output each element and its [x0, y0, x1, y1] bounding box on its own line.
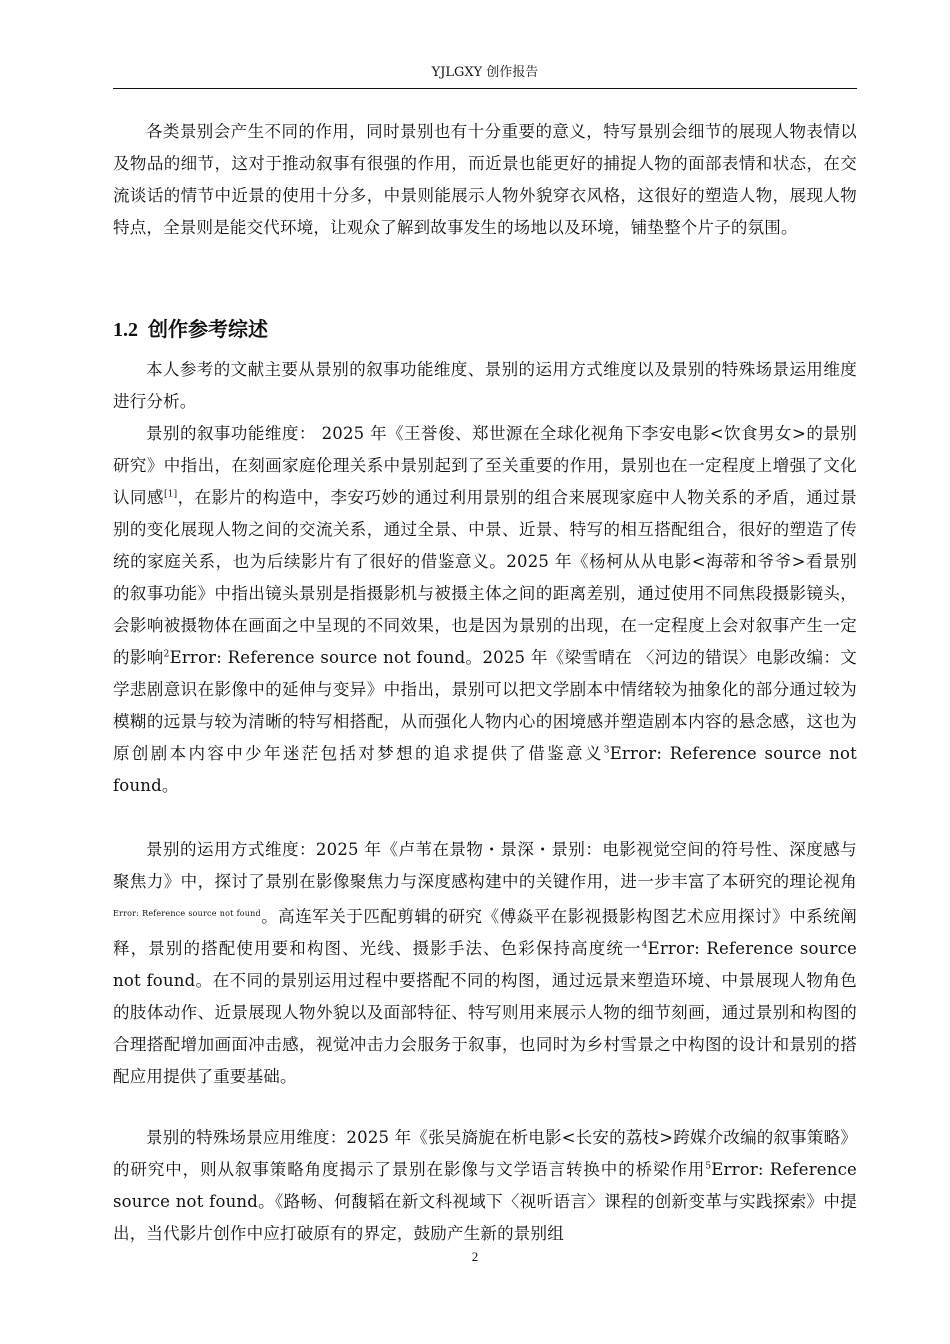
- text-run: 景别的叙事功能维度： 2025 年《王誉俊、郑世源在全球化视角下李安电影<饮食男女>的景别研究》中指出，在刻画家庭伦理关系中景别起到了至关重要的作用，景别也在一定程度上增强了文化认同感: [113, 424, 857, 507]
- section-number: 1.2: [113, 319, 138, 341]
- section-title: 创作参考综述: [148, 317, 268, 341]
- text-run: Error: Reference source not found。: [113, 744, 858, 795]
- section-heading: [113, 314, 268, 345]
- citation-ref: 3: [603, 745, 610, 756]
- intro-paragraph: 各类景别会产生不同的作用，同时景别也有十分重要的意义，特写景别会细节的展现人物表情以及物品的细节，这对于推动叙事有很强的作用，而近景也能更好的捕捉人物的面部表情和状态，在交流谈话的情节中近景的使用十分多，中景则能展示人物外貌穿衣风格，这很好的塑造人物，展现人物特点，全景则是能交代环境，让观众了解到故事发生的场地以及环境，铺垫整个片子的氛围。: [113, 122, 857, 237]
- citation-ref: [1]: [163, 489, 178, 500]
- reference-error-small: Error: Reference source not found: [113, 909, 261, 918]
- paragraph-usage-method: [113, 834, 857, 1093]
- citation-ref: 5: [705, 1161, 712, 1172]
- paragraph-overview: 本人参考的文献主要从景别的叙事功能维度、景别的运用方式维度以及景别的特殊场景运用维度进行分析。: [113, 360, 857, 411]
- text-run: 。高连军关于匹配剪辑的研究《傅焱平在影视摄影构图艺术应用探讨》中系统阐释，景别的搭配使用要和构图、光线、摄影手法、色彩保持高度统一: [113, 907, 857, 958]
- paragraph-special-scene: [113, 1122, 857, 1250]
- text-run: Error: Reference source not found。2025 年《梁雪晴在 〈河边的错误〉电影改编：文学悲剧意识在影像中的延伸与变异》中指出，景别可以把文学剧本中情绪较为抽象化的部分通过较为模糊的远景与较为清晰的特写相搭配，从而强化人物内心的困境感并塑造剧本内容的悬念感，这也为原创剧本内容中少年迷茫包括对梦想的追求提供了借鉴意义: [113, 648, 857, 763]
- text-run: Error: Reference source not found。《路畅、何馥韬在新文科视域下〈视听语言〉课程的创新变革与实践探索》中提出，当代影片创作中应打破原有的界定，鼓励产生新的景别组: [113, 1160, 857, 1243]
- citation-ref: 2: [163, 649, 170, 660]
- text-run: 景别的运用方式维度：2025 年《卢苇在景物・景深・景别：电影视觉空间的符号性、深度感与聚焦力》中，探讨了景别在影像聚焦力与深度感构建中的关键作用，进一步丰富了本研究的理论视角: [113, 840, 857, 891]
- citation-ref: 4: [641, 940, 648, 951]
- text-run: Error: Reference source not found。在不同的景别运用过程中要搭配不同的构图，通过远景来塑造环境、中景展现人物角色的肢体动作、近景展现人物外貌以及面部特征、特写则用来展示人物的细节刻画，通过景别和构图的合理搭配增加画面冲击感，视觉冲击力会服务于叙事，也同时为乡村雪景之中构图的设计和景别的搭配应用提供了重要基础。: [113, 939, 857, 1086]
- text-run: 景别的特殊场景应用维度：2025 年《张吴旖旎在析电影<长安的荔枝>跨媒介改编的叙事策略》的研究中，则从叙事策略角度揭示了景别在影像与文学语言转换中的桥梁作用: [113, 1128, 857, 1179]
- page-number: 2: [471, 1249, 479, 1264]
- header-rule: [113, 88, 857, 89]
- running-header: YJLGXY 创作报告: [431, 65, 539, 80]
- text-run: ，在影片的构造中，李安巧妙的通过利用景别的组合来展现家庭中人物关系的矛盾，通过景别的变化展现人物之间的交流关系，通过全景、中景、近景、特写的相互搭配组合，很好的塑造了传统的家庭关系，也为后续影片有了很好的借鉴意义。2025 年《杨柯从从电影<海蒂和爷爷>看景别的叙事功能》中指出镜头景别是指摄影机与被摄主体之间的距离差别，通过使用不同焦段摄影镜头，会影响被摄物体在画面之中呈现的不同效果，也是因为景别的出现，在一定程度上会对叙事产生一定的影响: [113, 488, 858, 667]
- paragraph-narrative-function: [113, 418, 857, 802]
